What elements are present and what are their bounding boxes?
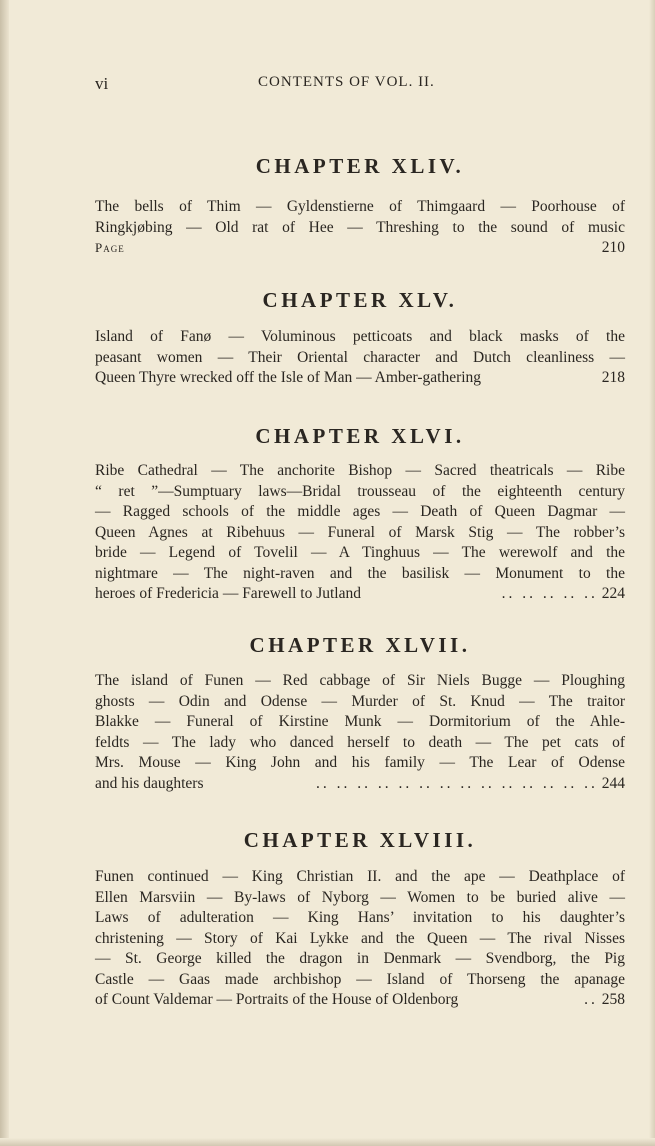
summary-line [95,774,625,795]
summary-line: The bells of Thim — Gyldenstierne of Thimgaard — Poorhouse of [95,198,625,215]
page-number-value: 224 [601,585,625,602]
summary-line: Mrs. Mouse — King John and his family — The Lear of Odense [95,754,625,771]
summary-line: Ringkjøbing — Old rat of Hee — Threshing to the sound of music [95,218,625,236]
summary-line: Ellen Marsviin — By-laws of Nyborg — Women to be buried alive — [95,888,625,906]
page-bottom-edge [0,1138,655,1146]
page-number-ref [584,990,625,1011]
chapter-summary [95,327,625,389]
summary-text: Queen Thyre wrecked off the Isle of Man — Amber-gathering [95,369,482,386]
chapter-title: CHAPTER XLIV. [255,154,465,178]
summary-line: “ ret ”—Sumptuary laws—Bridal trousseau of the eighteenth century [95,482,625,500]
page-label: Page [95,240,125,255]
chapter-title: CHAPTER XLVI. [255,424,465,448]
running-title: CONTENTS OF VOL. II. [258,74,435,90]
summary-line: Queen Agnes at Ribehuus — Funeral of Marsk Stig — The robber’s [95,523,625,541]
leader-dots: .. [584,991,598,1008]
summary-text: of Count Valdemar — Portraits of the House of Oldenborg [95,991,459,1008]
summary-line: bride — Legend of Tovelil — A Tinghuus — The werewolf and the [95,544,625,561]
chapter-summary [95,461,625,605]
chapter-summary [95,867,625,1011]
summary-line: Castle — Gaas made archbishop — Island of Thorseng the apanage [95,970,625,988]
summary-line: peasant women — Their Oriental character and Dutch cleanliness — [95,348,625,366]
page-number-ref [316,774,625,795]
page-binding-edge [0,0,9,1146]
page-number-ref [502,584,625,605]
summary-text: and his daughters [95,774,204,792]
leader-dots: .. .. .. .. .. .. .. .. .. .. .. .. .. .. [316,774,598,792]
summary-line: Blakke — Funeral of Kirstine Munk — Dormitorium of the Ahle- [95,713,625,730]
summary-line: Funen continued — King Christian II. and the ape — Deathplace of [95,868,625,885]
leader-dots: .. .. .. .. .. [501,585,598,602]
summary-line: — Ragged schools of the middle ages — Death of Queen Dagmar — [95,503,625,520]
page-fore-edge [649,0,655,1146]
chapter-title: CHAPTER XLVII. [249,633,471,657]
chapter-summary [95,671,625,794]
summary-line: nightmare — The night-raven and the basilisk — Monument to the [95,564,625,582]
running-head [95,74,625,96]
summary-line: The island of Funen — Red cabbage of Sir Niels Bugge — Ploughing [95,672,625,689]
chapter-summary [95,197,625,259]
summary-line: feldts — The lady who danced herself to death — The pet cats of [95,733,625,751]
summary-line: christening — Story of Kai Lykke and the Queen — The rival Nisses [95,929,625,947]
summary-line [95,990,625,1011]
summary-line: Ribe Cathedral — The anchorite Bishop — Sacred theatricals — Ribe [95,462,625,479]
summary-line: Laws of adulteration — King Hans’ invitation to his daughter’s [95,909,625,926]
page-number-ref: 210 [601,239,625,256]
summary-text: heroes of Fredericia — Farewell to Jutland [95,585,361,602]
page-number: vi [95,74,109,93]
summary-line: Island of Fanø — Voluminous petticoats and black masks of the [95,328,625,345]
page-number-value: 258 [601,991,625,1008]
page-number-ref: 218 [601,369,625,386]
page-reference [95,238,625,259]
chapter-title: CHAPTER XLV. [262,288,458,312]
summary-line: ghosts — Odin and Odense — Murder of St. Knud — The traitor [95,692,625,710]
summary-line [95,368,625,389]
summary-line: — St. George killed the dragon in Denmark — Svendborg, the Pig [95,950,625,967]
chapter-title: CHAPTER XLVIII. [243,828,477,852]
page-number-value: 244 [601,774,625,792]
summary-line [95,584,625,605]
